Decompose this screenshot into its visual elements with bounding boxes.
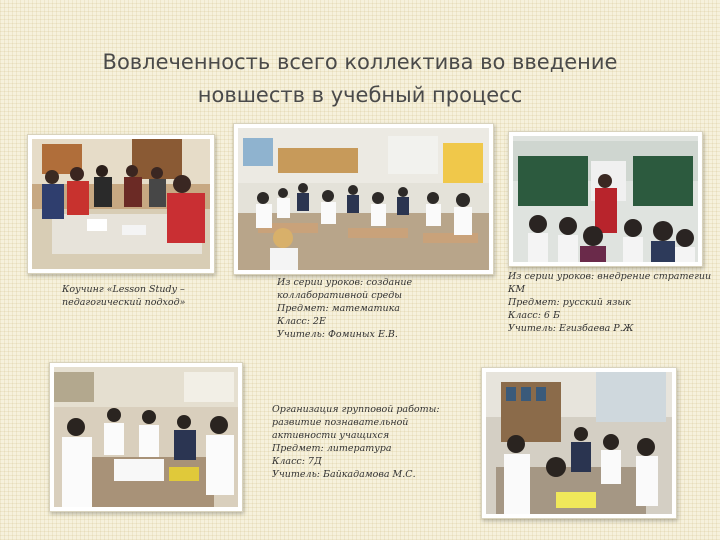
caption-line: Учитель: Фоминых Е.В. [277,329,398,340]
caption-line: Из серии уроков: внедрение стратегии [508,271,712,282]
caption-line: развитие познавательной [272,417,409,428]
caption-line: Класс: 2Е [277,316,326,327]
caption-line: активности учащихся [272,430,390,441]
caption-coaching [62,283,227,309]
slide-title [60,46,660,112]
caption-line: КМ [508,284,526,295]
photo-literature-group-work [49,362,243,512]
caption-line: Учитель: Егизбаева Р.Ж [508,323,634,334]
caption-line: Учитель: Байкадамова М.С. [272,469,416,480]
caption-line: Коучинг «Lesson Study – [62,284,185,295]
caption-russian [508,270,713,335]
caption-line: коллаборативной среды [277,290,402,301]
caption-literature [272,403,472,481]
caption-line: Предмет: русский язык [508,297,631,308]
photo-math-class [233,123,494,275]
photo-teacher-coaching [27,134,215,274]
caption-line: Класс: 6 Б [508,310,560,321]
title-line-1: Вовлеченность всего коллектива во введение [102,50,618,74]
caption-line: Класс: 7Д [272,456,322,467]
caption-math [277,276,477,341]
caption-line: Предмет: математика [277,303,400,314]
caption-line: педагогический подход» [62,297,186,308]
caption-line: Предмет: литература [272,443,392,454]
caption-line: Организация групповой работы: [272,404,440,415]
title-line-2: новшеств в учебный процесс [197,83,523,107]
photo-russian-class [508,131,703,267]
photo-group-work-2 [481,367,677,519]
caption-line: Из серии уроков: создание [277,277,413,288]
